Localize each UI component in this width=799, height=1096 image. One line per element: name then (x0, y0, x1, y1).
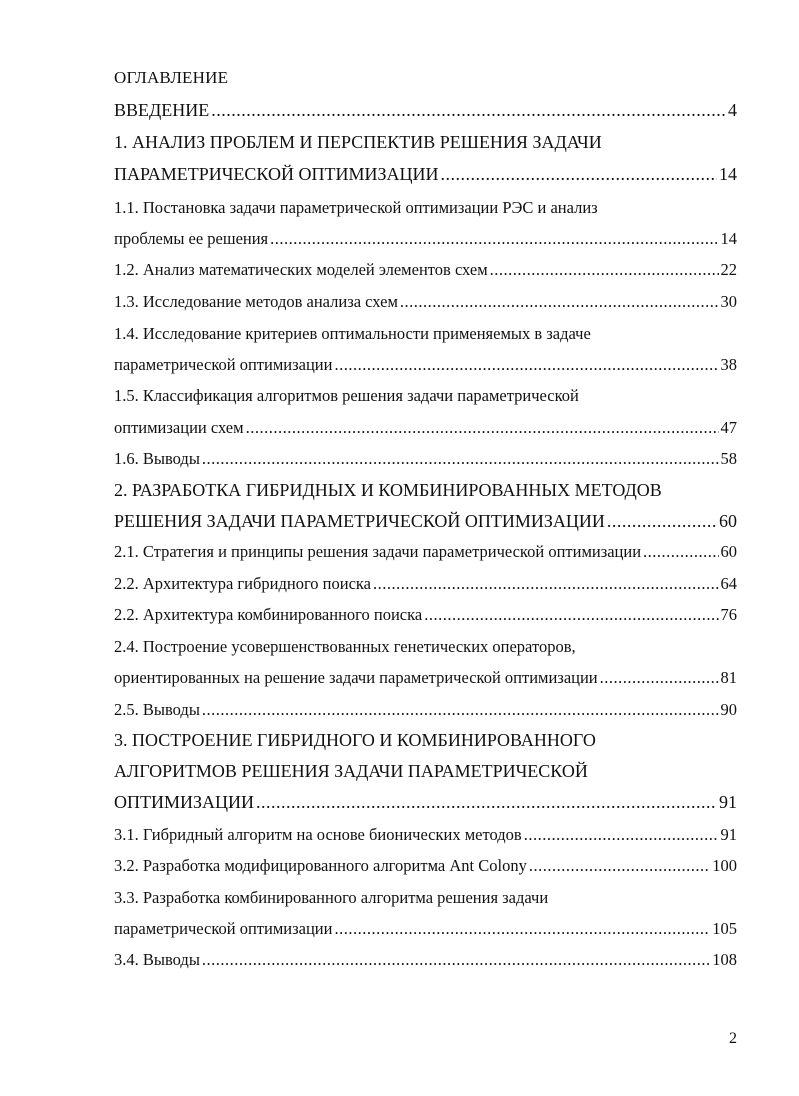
toc-entry-page: 4 (728, 100, 737, 120)
toc-entry-text: 2. РАЗРАБОТКА ГИБРИДНЫХ И КОМБИНИРОВАННЫХ МЕТОДОВ (114, 480, 662, 500)
toc-entry-text: 1.5. Классификация алгоритмов решения задачи параметрической (114, 386, 579, 405)
toc-entry (114, 260, 737, 280)
dot-leader (529, 856, 710, 876)
toc-entry (114, 229, 737, 249)
toc-entry-page: 30 (720, 292, 737, 311)
dot-leader (373, 574, 719, 594)
toc-entry-text: проблемы ее решения (114, 229, 269, 248)
dot-leader (524, 825, 719, 845)
toc-entry-page: 47 (720, 418, 737, 437)
dot-leader (202, 700, 719, 720)
dot-leader (211, 100, 726, 121)
toc-entry-text: параметрической оптимизации (114, 919, 333, 938)
toc-entry-text: 1.6. Выводы (114, 449, 200, 468)
dot-leader (643, 542, 718, 562)
dot-leader (440, 164, 717, 185)
toc-entry-text: 3. ПОСТРОЕНИЕ ГИБРИДНОГО И КОМБИНИРОВАННОГО (114, 730, 596, 750)
toc-entry-text: 2.2. Архитектура гибридного поиска (114, 574, 371, 593)
dot-leader (334, 919, 710, 939)
toc-entry-text: 3.2. Разработка модифицированного алгоритма Ant Colony (114, 856, 527, 875)
toc-entry-text: оптимизации схем (114, 418, 244, 437)
toc-entry-page: 100 (712, 856, 737, 875)
toc-entry-page: 22 (720, 260, 737, 279)
toc-entry-page: 60 (719, 511, 737, 531)
toc-entry-page: 60 (720, 542, 737, 561)
dot-leader (490, 260, 719, 280)
toc-entry-text: ВВЕДЕНИЕ (114, 100, 210, 120)
dot-leader (246, 418, 719, 438)
toc-entry (114, 637, 737, 657)
dot-leader (424, 605, 718, 625)
toc-entry-text: параметрической оптимизации (114, 355, 333, 374)
toc-entry (114, 919, 737, 939)
toc-entry-text: 1.3. Исследование методов анализа схем (114, 292, 398, 311)
toc-entry (114, 511, 737, 532)
dot-leader (607, 511, 717, 532)
toc-entry-page: 76 (720, 605, 737, 624)
toc-entry-text: 2.5. Выводы (114, 700, 200, 719)
toc-entry-page: 58 (720, 449, 737, 468)
toc-entry (114, 574, 737, 594)
dot-leader (202, 449, 719, 469)
toc-entry-text: ориентированных на решение задачи параметрической оптимизации (114, 668, 598, 687)
dot-leader (600, 668, 719, 688)
toc-entry-page: 91 (719, 792, 737, 812)
toc-entry (114, 856, 737, 876)
toc-entry-text: 2.2. Архитектура комбинированного поиска (114, 605, 423, 624)
toc-entry-text: РЕШЕНИЯ ЗАДАЧИ ПАРАМЕТРИЧЕСКОЙ ОПТИМИЗАЦИИ (114, 511, 605, 531)
dot-leader (256, 792, 717, 813)
toc-entry (114, 825, 737, 845)
toc-entry (114, 132, 737, 153)
toc-entry-text: 1.4. Исследование критериев оптимальности применяемых в задаче (114, 324, 591, 343)
toc-entry-page: 108 (712, 950, 737, 969)
dot-leader (334, 355, 718, 375)
toc-entry (114, 355, 737, 375)
dot-leader (270, 229, 718, 249)
toc-entry-text: 3.3. Разработка комбинированного алгоритма решения задачи (114, 888, 549, 907)
toc-entry-page: 81 (720, 668, 737, 687)
dot-leader (202, 950, 710, 970)
toc-entry-page: 14 (719, 164, 737, 184)
toc-entry (114, 668, 737, 688)
toc-entry (114, 292, 737, 312)
toc-entry-text: ОПТИМИЗАЦИИ (114, 792, 255, 812)
toc-entry (114, 100, 737, 121)
toc-entry (114, 164, 737, 185)
toc-entry (114, 761, 737, 782)
toc-entry (114, 386, 737, 406)
toc-entry (114, 730, 737, 751)
toc-entry (114, 605, 737, 625)
toc-entry-text: 2.4. Построение усовершенствованных генетических операторов, (114, 637, 576, 656)
toc-entry-page: 105 (712, 919, 737, 938)
toc-entry (114, 888, 737, 908)
page-number: 2 (729, 1030, 737, 1047)
toc-entry-page: 64 (720, 574, 737, 593)
toc-entry-page: 90 (720, 700, 737, 719)
toc-entry-text: 1.1. Постановка задачи параметрической оптимизации РЭС и анализ (114, 198, 598, 217)
toc-title: ОГЛАВЛЕНИЕ (114, 68, 229, 87)
toc-entry-text: 1. АНАЛИЗ ПРОБЛЕМ И ПЕРСПЕКТИВ РЕШЕНИЯ ЗАДАЧИ (114, 132, 602, 152)
toc-entry-text: 3.1. Гибридный алгоритм на основе бионических методов (114, 825, 522, 844)
toc-entry-page: 38 (720, 355, 737, 374)
toc-entry (114, 542, 737, 562)
toc-entry (114, 480, 737, 501)
toc-entry (114, 950, 737, 970)
toc-entry (114, 198, 737, 218)
toc-entry (114, 700, 737, 720)
toc-entry-text: АЛГОРИТМОВ РЕШЕНИЯ ЗАДАЧИ ПАРАМЕТРИЧЕСКОЙ (114, 761, 588, 781)
toc-entry (114, 449, 737, 469)
toc-entry (114, 324, 737, 344)
dot-leader (400, 292, 719, 312)
toc-entry-page: 91 (720, 825, 737, 844)
toc-entry (114, 418, 737, 438)
toc-entry-text: 1.2. Анализ математических моделей элементов схем (114, 260, 488, 279)
toc-entry (114, 792, 737, 813)
toc-entry-text: 2.1. Стратегия и принципы решения задачи параметрической оптимизации (114, 542, 642, 561)
toc-entry-page: 14 (720, 229, 737, 248)
toc-entry-text: ПАРАМЕТРИЧЕСКОЙ ОПТИМИЗАЦИИ (114, 164, 439, 184)
toc-entry-text: 3.4. Выводы (114, 950, 200, 969)
